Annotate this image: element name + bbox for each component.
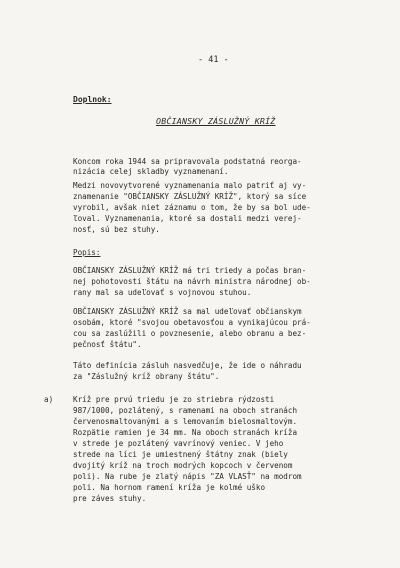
description-label: Popis: <box>73 248 101 257</box>
list-item-line: poli). Na rube je zlatý nápis "ZA VLASŤ" na modrom <box>73 472 302 481</box>
list-item-line: dvojitý kríž na troch modrých kopcoch v červenom <box>73 461 293 470</box>
intro-paragraph-1-line-1: Koncom roka 1944 sa pripravovala podstatná reorga- <box>73 157 302 166</box>
list-item-line: 987/1000, pozlátený, s ramenami na oboch stranách <box>73 406 298 415</box>
intro-paragraph-2-line-5: nosť, sú bez stuhy. <box>73 225 160 234</box>
list-item-line: Kríž pre prvú triedu je zo striebra rýdzosti <box>73 395 275 404</box>
section-label: Doplnok: <box>73 95 112 104</box>
list-item-line: Rozpätie ramien je 34 mm. Na oboch stranách kríža <box>73 428 298 437</box>
page-heading: OBČIANSKY ZÁSLUŽNÝ KRÍŽ <box>156 116 276 126</box>
description-paragraph-3-line-1: Táto definícia zásluh nasvedčuje, že ide o náhradu <box>73 361 302 370</box>
intro-paragraph-2-line-3: vyrobil, avšak niet záznamu o tom, že by sa bol ude- <box>73 203 311 212</box>
list-item-line: pre záves stuhy. <box>73 494 147 503</box>
intro-paragraph-1-line-2: nizácia celej skladby vyznamenaní. <box>73 167 229 176</box>
description-paragraph-1-line-1: OBČIANSKY ZÁSLUŽNÝ KRÍŽ má tri triedy a počas bran- <box>73 266 307 275</box>
list-item-line: poli. Na hornom ramení kríža je kolmé uško <box>73 483 266 492</box>
intro-paragraph-2-line-4: ľoval. Vyznamenania, ktoré sa dostali medzi verej- <box>73 214 302 223</box>
list-item-line: v strede je pozlátený vavrínový veniec. V jeho <box>73 439 284 448</box>
intro-paragraph-2-line-2: znamenanie "OBČIANSKY ZÁSLUŽNÝ KRÍŽ", ktorý sa síce <box>73 192 307 201</box>
list-item-line: červenosmaltovanými a s lemovaním bielosmaltovým. <box>73 417 298 426</box>
list-item-marker: a) <box>44 395 54 404</box>
page-number: - 41 - <box>198 55 229 65</box>
description-paragraph-2-line-2: osobám, ktoré "svojou obetavosťou a vynikajúcou prá- <box>73 318 311 327</box>
description-paragraph-3-line-2: za "Záslužný kríž obrany štátu". <box>73 372 220 381</box>
list-item-line: strede na líci je umiestnený štátny znak (biely <box>73 450 288 459</box>
description-paragraph-2-line-3: cou sa zaslúžili o povznesenie, alebo obranu a bez- <box>73 329 307 338</box>
description-paragraph-2-line-4: pečnosť štátu". <box>73 340 142 349</box>
intro-paragraph-2-line-1: Medzi novovytvorené vyznamenania malo patriť aj vy- <box>73 181 307 190</box>
description-paragraph-1-line-3: rany mal sa udeľovať s vojnovou stuhou. <box>73 288 252 297</box>
description-paragraph-2-line-1: OBČIANSKY ZÁSLUŽNÝ KRÍŽ sa mal udeľovať občianskym <box>73 307 302 316</box>
description-paragraph-1-line-2: nej pohotovosti štátu na návrh ministra národnej ob- <box>73 277 311 286</box>
